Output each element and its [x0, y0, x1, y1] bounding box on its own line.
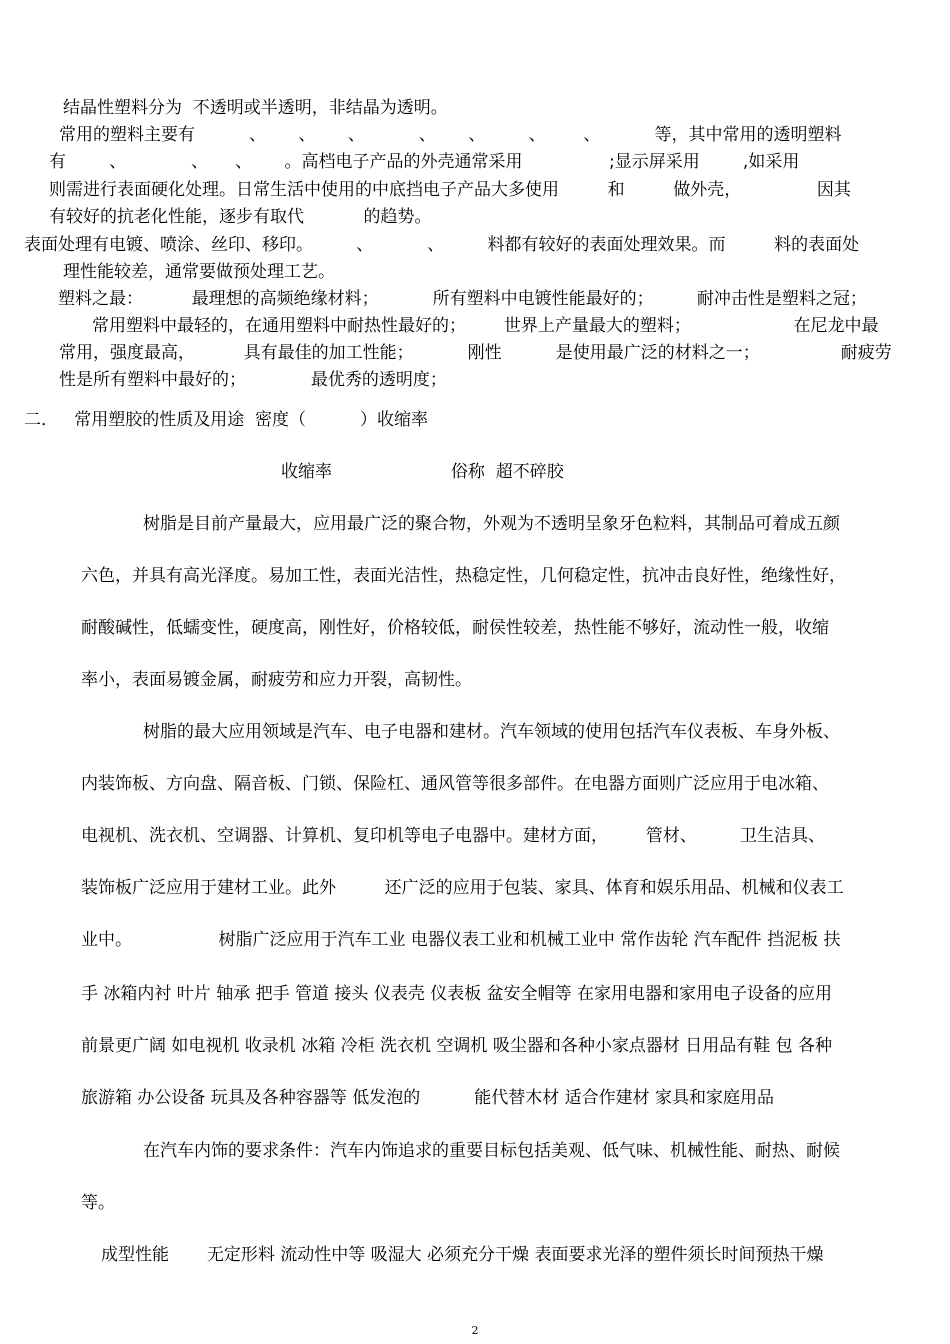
paragraph-line: 业中。 树脂广泛应用于汽车工业 电器仪表工业和机械工业中 常作齿轮 汽车配件 挡泥板 扶	[81, 930, 841, 950]
text-line: 常用的塑料主要有 、 、 、 、 、 、 、 等，其中常用的透明塑料	[59, 125, 842, 145]
paragraph-line: 手 冰箱内衬 叶片 轴承 把手 管道 接头 仪表壳 仪表板 盆安全帽等 在家用电器和家用电子设备的应用	[81, 984, 833, 1004]
paragraph-line: 内装饰板、方向盘、隔音板、门锁、保险杠、通风管等很多部件。在电器方面则广泛应用于电冰箱、	[81, 774, 829, 794]
text-line: 性是所有塑料中最好的； 最优秀的透明度；	[59, 370, 447, 390]
paragraph-line: 树脂的最大应用领域是汽车、电子电器和建材。汽车领域的使用包括汽车仪表板、车身外板、	[143, 722, 840, 742]
section-heading: 二． 常用塑胶的性质及用途 密度（ ）收缩率	[24, 410, 429, 430]
paragraph-line: 成型性能 无定形料 流动性中等 吸湿大 必须充分干燥 表面要求光泽的塑件须长时间预热干燥	[101, 1245, 824, 1265]
text-line: 塑料之最： 最理想的高频绝缘材料； 所有塑料中电镀性能最好的； 耐冲击性是塑料之冠；	[58, 289, 867, 309]
paragraph-line: 装饰板广泛应用于建材工业。此外 还广泛的应用于包装、家具、体育和娱乐用品、机械和仪表工	[81, 878, 844, 898]
paragraph-line: 六色，并具有高光泽度。易加工性，表面光洁性，热稳定性，几何稳定性，抗冲击良好性，绝缘性好，	[81, 566, 846, 586]
text-line: 则需进行表面硬化处理。日常生活中使用的中底挡电子产品大多使用 和 做外壳， 因其	[49, 180, 851, 200]
text-line: 有较好的抗老化性能，逐步有取代 的趋势。	[49, 207, 432, 227]
paragraph-line: 等。	[81, 1193, 115, 1213]
text-line: 常用塑料中最轻的，在通用塑料中耐热性最好的； 世界上产量最大的塑料； 在尼龙中最	[92, 316, 879, 336]
paragraph-line: 率小，表面易镀金属，耐疲劳和应力开裂，高韧性。	[81, 670, 472, 690]
paragraph-line: 前景更广阔 如电视机 收录机 冰箱 冷柜 洗衣机 空调机 吸尘器和各种小家点器材 日用品有鞋 包 各种	[81, 1036, 833, 1056]
paragraph-line: 电视机、洗衣机、空调器、计算机、复印机等电子电器中。建材方面， 管材、 卫生洁具、	[81, 826, 826, 846]
text-line: 结晶性塑料分为 不透明或半透明，非结晶为透明。	[63, 98, 448, 118]
paragraph-line: 旅游箱 办公设备 玩具及各种容器等 低发泡的 能代替木材 适合作建材 家具和家庭用品	[81, 1088, 775, 1108]
paragraph-line: 在汽车内饰的要求条件：汽车内饰追求的重要目标包括美观、低气味、机械性能、耐热、耐候	[143, 1141, 840, 1161]
sub-heading: 收缩率 俗称 超不碎胶	[281, 462, 564, 482]
text-line: 常用，强度最高， 具有最佳的加工性能； 刚性 是使用最广泛的材料之一； 耐疲劳	[59, 343, 892, 363]
page-number: 2	[471, 1324, 479, 1337]
paragraph-line: 耐酸碱性，低蠕变性，硬度高，刚性好，价格较低，耐侯性较差，热性能不够好，流动性一般，收缩	[81, 618, 829, 638]
paragraph-line: 树脂是目前产量最大，应用最广泛的聚合物，外观为不透明呈象牙色粒料，其制品可着成五颜	[143, 514, 840, 534]
text-line: 有 、 、 、 。高档电子产品的外壳通常采用 ;显示屏采用 ,如采用	[49, 152, 800, 172]
text-line: 表面处理有电镀、喷涂、丝印、移印。 、 、 料都有较好的表面处理效果。而 料的表面处	[24, 235, 860, 255]
text-line: 理性能较差，通常要做预处理工艺。	[63, 262, 335, 282]
